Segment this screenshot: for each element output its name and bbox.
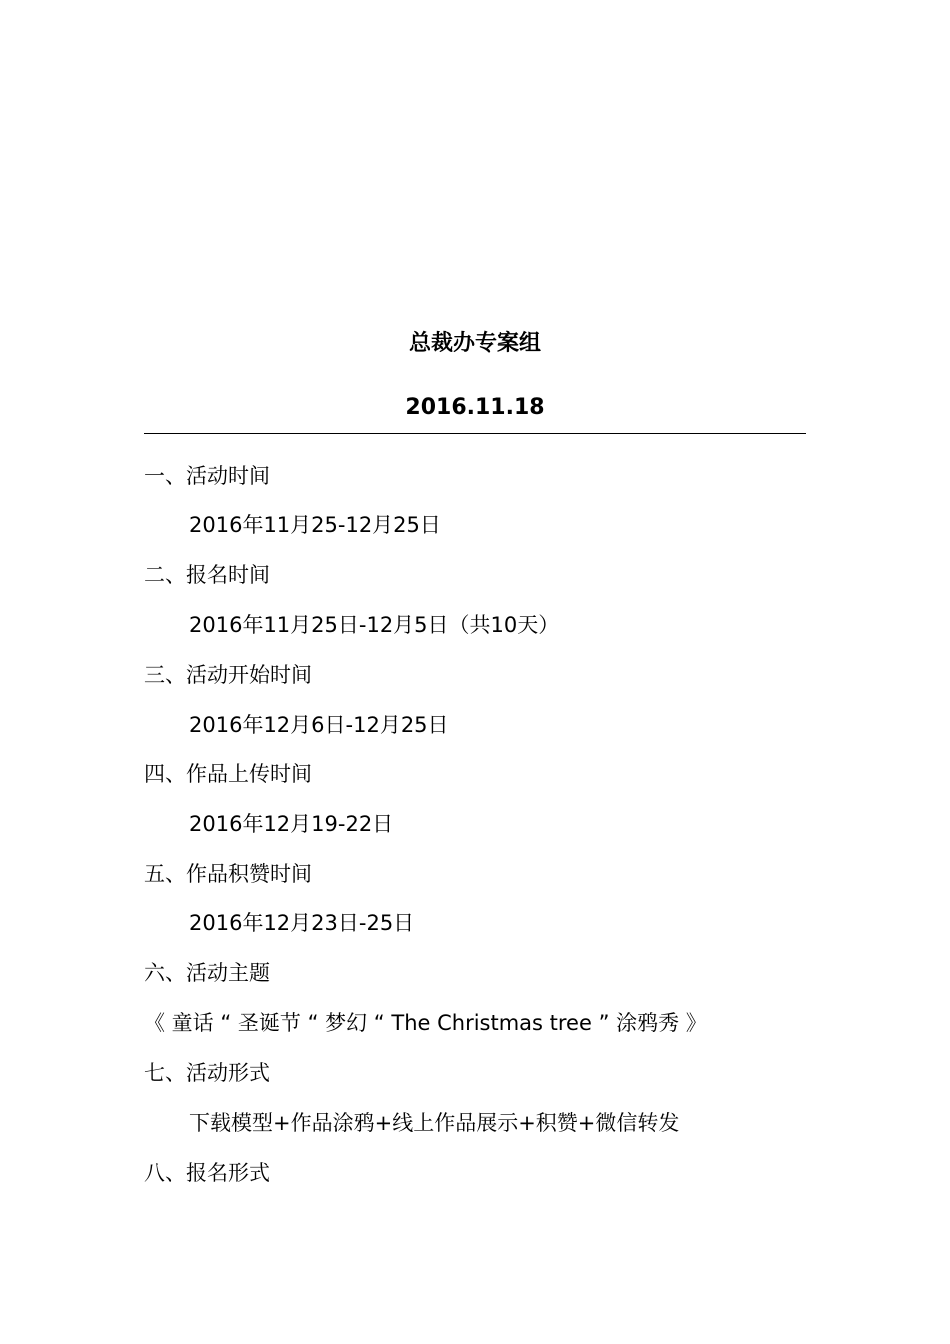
document-date: 2016.11.18 bbox=[405, 395, 545, 420]
section-detail-upload-time: 2016年12月19-22日 bbox=[189, 812, 394, 836]
section-heading-start-time: 三、活动开始时间 bbox=[144, 663, 312, 687]
header-divider bbox=[144, 433, 806, 434]
section-heading-theme: 六、活动主题 bbox=[144, 961, 270, 985]
section-detail-format: 下载模型+作品涂鸦+线上作品展示+积赞+微信转发 bbox=[189, 1111, 680, 1135]
section-heading-registration-form: 八、报名形式 bbox=[144, 1161, 270, 1185]
organization-title: 总裁办专案组 bbox=[408, 331, 541, 356]
section-heading-registration-time: 二、报名时间 bbox=[144, 563, 270, 587]
section-heading-likes-time: 五、作品积赞时间 bbox=[144, 862, 312, 886]
section-heading-activity-time: 一、活动时间 bbox=[144, 464, 270, 488]
section-detail-registration-time: 2016年11月25日-12月5日（共10天） bbox=[189, 613, 560, 637]
section-detail-theme: 《 童话 “ 圣诞节 “ 梦幻 “ The Christmas tree ” 涂鸦秀 》 bbox=[144, 1011, 707, 1035]
section-detail-start-time: 2016年12月6日-12月25日 bbox=[189, 713, 449, 737]
section-heading-format: 七、活动形式 bbox=[144, 1061, 270, 1085]
section-detail-likes-time: 2016年12月23日-25日 bbox=[189, 911, 415, 935]
section-heading-upload-time: 四、作品上传时间 bbox=[144, 762, 312, 786]
section-detail-activity-time: 2016年11月25-12月25日 bbox=[189, 513, 441, 537]
